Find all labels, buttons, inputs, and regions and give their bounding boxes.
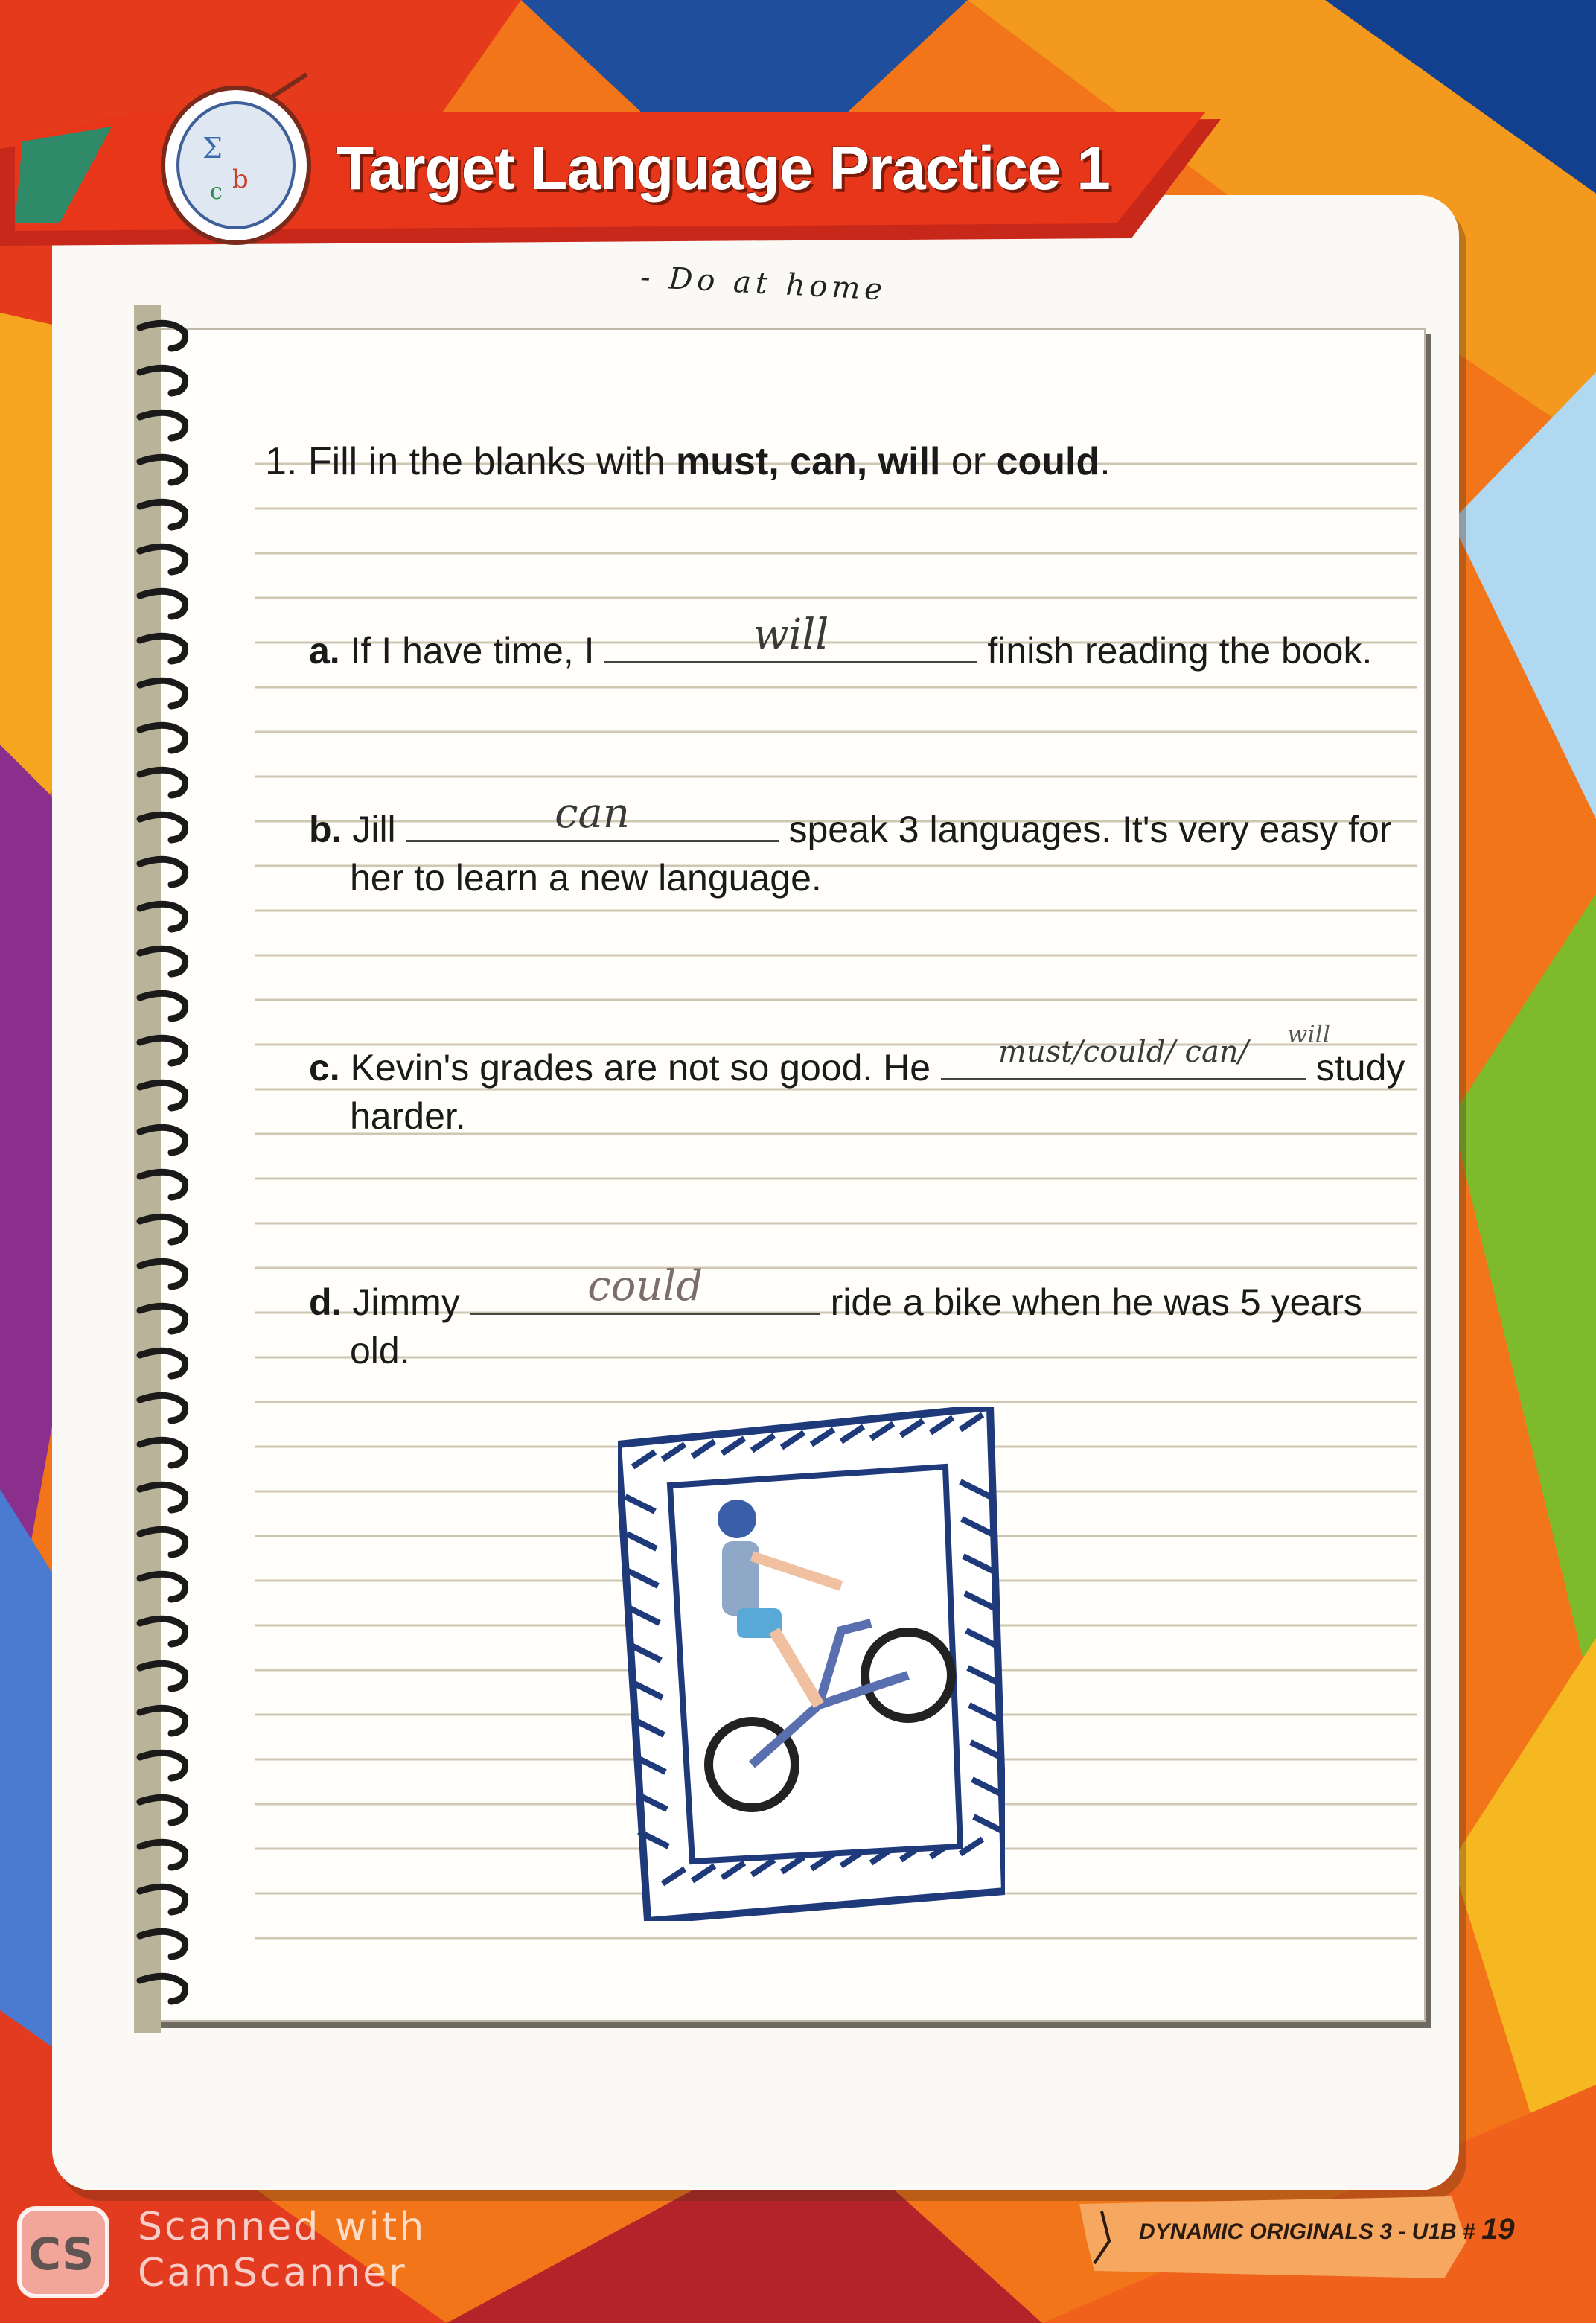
question-text-after: speak 3 languages. It's very easy for [788,809,1392,850]
page-title: Target Language Practice 1 [336,135,1110,203]
exercise-instruction [265,439,1111,484]
page-number: 19 [1481,2213,1515,2246]
question-text-before: Kevin's grades are not so good. He [350,1047,931,1089]
question-text-after: ride a bike when he was 5 years [830,1281,1362,1323]
scanner-watermark [138,2204,426,2296]
question-c [309,1020,1405,1092]
instruction-prefix: 1. Fill in the blanks with [265,440,677,483]
answer-blank-b[interactable] [406,789,779,842]
question-d-line2: old. [350,1330,410,1371]
question-text-after: finish reading the book. [987,630,1373,672]
question-text-before: If I have time, I [350,630,595,672]
instruction-last-word: could [996,440,1100,483]
question-text-before: Jimmy [352,1281,460,1323]
handwritten-answer: must/could/ can/ [998,1035,1249,1069]
question-b-line2: her to learn a new language. [350,857,822,899]
question-a [309,611,1373,675]
scanner-line1: Scanned with [138,2205,427,2249]
camscanner-logo-icon [15,2204,112,2301]
handwritten-answer: can [555,789,630,838]
question-label: c. [309,1047,340,1089]
footer-book-title: DYNAMIC ORIGINALS 3 - U1B [1139,2220,1457,2244]
answer-blank-a[interactable] [604,611,977,663]
handwritten-answer-extra: will [1286,1020,1331,1048]
question-label: a. [309,630,340,672]
language-logo-icon [158,68,314,247]
question-text-after: study [1315,1047,1405,1089]
handwritten-answer: could [587,1262,703,1310]
answer-blank-d[interactable] [470,1262,820,1315]
svg-text:b: b [232,165,249,194]
bike-photo [618,1407,1005,1921]
question-label: b. [309,809,342,850]
instruction-mid: or [940,440,997,483]
svg-text:c: c [210,179,223,205]
question-text-before: Jill [352,809,396,850]
question-label: d. [309,1281,342,1323]
camscanner-badge-text: CS [28,2228,95,2281]
answer-blank-c[interactable] [941,1020,1331,1080]
footer-page-label [1139,2213,1515,2246]
question-d [309,1262,1362,1327]
instruction-words: must, can, will [676,440,941,483]
handwritten-note: - Do at home [639,260,888,307]
spiral-binding [127,305,223,2033]
instruction-suffix: . [1099,440,1111,483]
handwritten-answer: will [753,611,829,659]
scanner-line2: CamScanner [138,2251,407,2295]
question-b [309,789,1392,854]
footer-hash: # [1463,2220,1475,2244]
svg-text:Ʃ: Ʃ [202,132,223,165]
question-c-line2: harder. [350,1095,466,1137]
